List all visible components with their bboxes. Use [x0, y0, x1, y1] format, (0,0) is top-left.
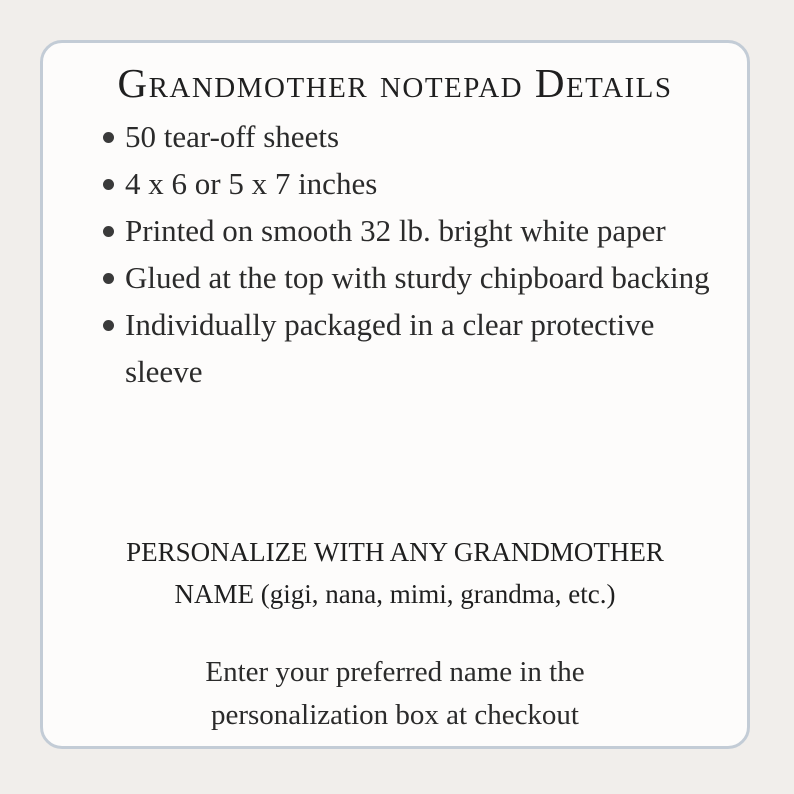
details-list: [103, 113, 733, 395]
details-card: [40, 40, 750, 749]
personalize-line-1: PERSONALIZE WITH ANY GRANDMOTHER: [126, 537, 664, 567]
instructions-line-1: Enter your preferred name in the: [205, 656, 585, 688]
personalize-line-2: NAME (gigi, nana, mimi, grandma, etc.): [174, 579, 616, 609]
list-item-text: Glued at the top with sturdy chipboard backing: [125, 260, 710, 295]
list-item: [103, 254, 733, 301]
list-item-text: Individually packaged in a clear protective sleeve: [125, 307, 655, 389]
list-item-text: 50 tear-off sheets: [125, 119, 340, 154]
list-item-text: Printed on smooth 32 lb. bright white paper: [125, 213, 666, 248]
bullet-icon: [103, 273, 114, 284]
bullet-icon: [103, 226, 114, 237]
bullet-icon: [103, 179, 114, 190]
bullet-icon: [103, 132, 114, 143]
bullet-icon: [103, 320, 114, 331]
list-item: [103, 207, 733, 254]
list-item: [103, 301, 733, 395]
list-item-text: 4 x 6 or 5 x 7 inches: [125, 166, 378, 201]
list-item: [103, 160, 733, 207]
instructions-line-2: personalization box at checkout: [210, 699, 579, 731]
checkout-instructions: [43, 651, 747, 737]
list-item: [103, 113, 733, 160]
personalize-note: [43, 531, 747, 615]
card-title: Grandmother notepad Details: [117, 60, 673, 106]
